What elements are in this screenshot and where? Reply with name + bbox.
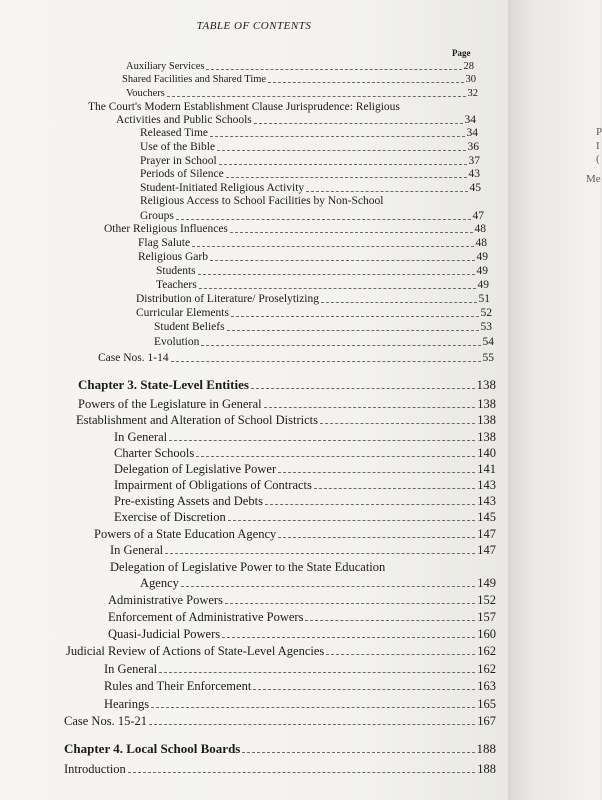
toc-entry-other-religious-influences: Other Religious Influences 48 [104, 223, 486, 235]
toc-entry-agency: Agency 149 [140, 576, 496, 590]
toc-chapter-3: Chapter 3. State-Level Entities 138 [78, 377, 496, 392]
page-header: TABLE OF CONTENTS [196, 20, 312, 32]
toc-entry-groups: Groups 47 [140, 210, 484, 222]
toc-chapter-4: Chapter 4. Local School Boards 188 [64, 741, 496, 756]
facing-page-text: Me [586, 173, 601, 185]
toc-entry-prayer-in-school: Prayer in School 37 [140, 155, 480, 167]
toc-entry-auxiliary-services: Auxiliary Services 28 [126, 61, 474, 72]
toc-entry-evolution: Evolution 54 [154, 336, 494, 348]
toc-entry-periods-of-silence: Periods of Silence 43 [140, 168, 480, 180]
toc-entry-delegation-legislative: Delegation of Legislative Power 141 [114, 462, 496, 476]
facing-page-text: P [596, 126, 602, 138]
toc-entry-religious-garb: Religious Garb 49 [138, 251, 488, 263]
toc-entry-introduction: Introduction 188 [64, 762, 496, 776]
toc-entry-delegation-state-education: Delegation of Legislative Power to the State Education [110, 560, 386, 574]
toc-entry-student-initiated: Student-Initiated Religious Activity 45 [140, 182, 481, 194]
toc-entry-in-general-1: In General 138 [114, 430, 496, 444]
page-column-label: Page [452, 48, 471, 58]
toc-entry-vouchers: Vouchers 32 [126, 88, 478, 99]
toc-entry-in-general-3: In General 162 [104, 662, 496, 676]
toc-entry-modern-jurisprudence: The Court's Modern Establishment Clause Jurisprudence: Religious [88, 101, 400, 113]
toc-entry-quasi-judicial: Quasi-Judicial Powers 160 [108, 627, 496, 641]
toc-entry-impairment-obligations: Impairment of Obligations of Contracts 143 [114, 478, 496, 492]
toc-entry-hearings: Hearings 165 [104, 697, 496, 711]
toc-entry-student-beliefs: Student Beliefs 53 [154, 321, 492, 333]
toc-entry-enforcement-admin: Enforcement of Administrative Powers 157 [108, 610, 496, 624]
toc-entry-pre-existing-assets: Pre-existing Assets and Debts 143 [114, 494, 496, 508]
toc-entry-released-time: Released Time 34 [140, 127, 478, 139]
toc-entry-teachers: Teachers 49 [156, 279, 489, 291]
toc-entry-judicial-review: Judicial Review of Actions of State-Level Agencies 162 [66, 644, 496, 658]
toc-entry-students: Students 49 [156, 265, 488, 277]
toc-entry-religious-access: Religious Access to School Facilities by Non-School [140, 195, 384, 207]
toc-entry-charter-schools: Charter Schools 140 [114, 446, 496, 460]
toc-entry-use-of-bible: Use of the Bible 36 [140, 141, 479, 153]
toc-entry-distribution-literature: Distribution of Literature/ Proselytizing 51 [136, 293, 490, 305]
toc-entry-shared-facilities: Shared Facilities and Shared Time 30 [122, 74, 476, 85]
toc-entry-powers-state-agency: Powers of a State Education Agency 147 [94, 527, 496, 541]
toc-entry-activities-public-schools: Activities and Public Schools 34 [116, 114, 476, 126]
toc-entry-in-general-2: In General 147 [110, 543, 496, 557]
toc-entry-rules-enforcement: Rules and Their Enforcement 163 [104, 679, 496, 693]
facing-page-text: I [596, 140, 600, 152]
toc-entry-case-nos-15-21: Case Nos. 15-21 167 [64, 714, 496, 728]
toc-entry-flag-salute: Flag Salute 48 [138, 237, 487, 249]
toc-entry-curricular-elements: Curricular Elements 52 [136, 307, 492, 319]
toc-entry-administrative-powers: Administrative Powers 152 [108, 593, 496, 607]
toc-entry-exercise-discretion: Exercise of Discretion 145 [114, 510, 496, 524]
facing-page [508, 0, 600, 800]
toc-entry-case-nos-1-14: Case Nos. 1-14 55 [98, 352, 494, 364]
facing-page-text: ( [596, 153, 600, 165]
toc-entry-establishment-alteration: Establishment and Alteration of School Districts 138 [76, 413, 496, 427]
toc-entry-powers-legislature: Powers of the Legislature in General 138 [78, 397, 496, 411]
